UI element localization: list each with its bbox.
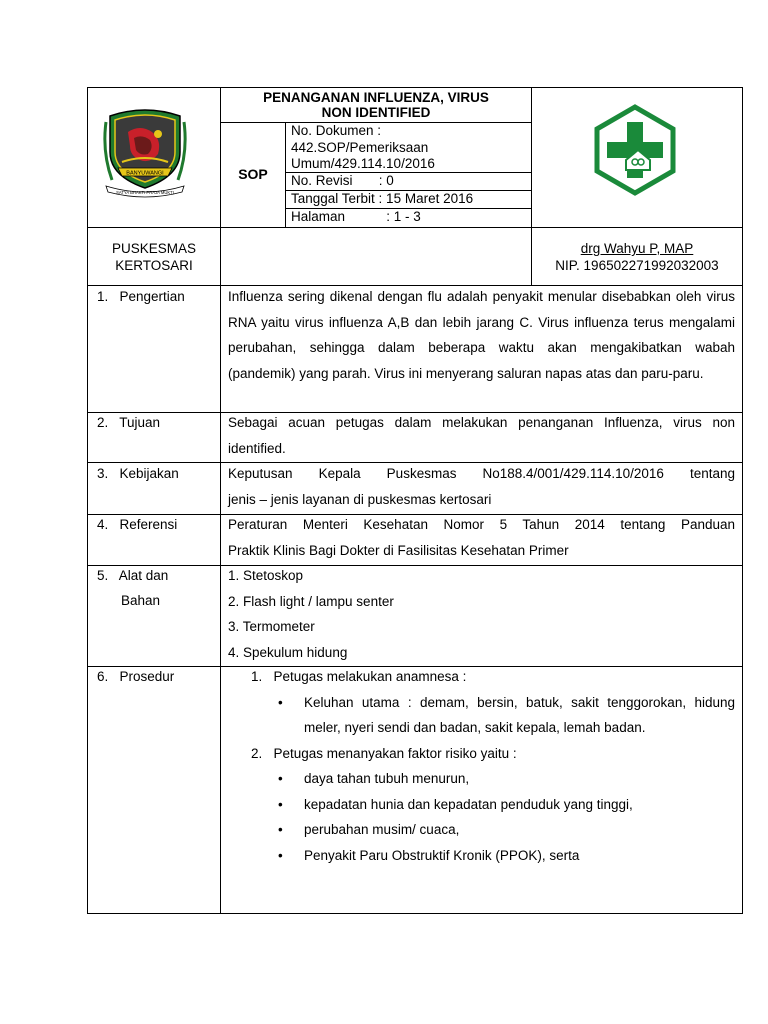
- alat-label-line2: Bahan: [121, 593, 161, 608]
- document-title: [221, 90, 531, 120]
- doc-number-label: No. Dokumen :: [291, 123, 382, 138]
- section-label-kebijakan: 3. Kebijakan: [97, 466, 179, 481]
- bullet-icon: •: [278, 822, 283, 837]
- doc-number: [286, 123, 531, 173]
- document-title-line2: NON IDENTIFIED: [321, 105, 431, 120]
- revision-number: No. Revisi : 0: [291, 173, 394, 188]
- section-label-alat: [97, 563, 219, 613]
- referensi-line2: Praktik Klinis Bagi Dokter di Fasilisitas Kesehatan Primer: [228, 542, 569, 558]
- procedure-step-2-bullet: kepadatan hunia dan kepadatan penduduk yang tinggi,: [304, 796, 633, 812]
- facility-name: [88, 240, 220, 274]
- list-item: 1. Stetoskop: [228, 568, 304, 583]
- facility-line1: PUSKESMAS: [111, 241, 197, 256]
- referensi-line1: Peraturan Menteri Kesehatan Nomor 5 Tahun 2014 tentang Panduan: [228, 517, 735, 532]
- procedure-step-1: 1. Petugas melakukan anamnesa :: [251, 669, 467, 684]
- bullet-icon: •: [278, 847, 283, 863]
- section-text-pengertian: Influenza sering dikenal dengan flu adalah penyakit menular disebabkan oleh virus RNA yaitu virus influenza A,B dan lebih jarang C. Virus influenza terus mengalami perubahan, sehingga dalam beberapa waktu akan mengakibatkan wabah (pandemik) yang parah. Virus ini menyerang saluran napas atas dan paru-paru.: [228, 289, 735, 381]
- procedure-step-2-bullet: daya tahan tubuh menurun,: [304, 771, 470, 786]
- svg-text:BANYUWANGI: BANYUWANGI: [126, 170, 164, 177]
- section-label-prosedur: 6. Prosedur: [97, 669, 175, 684]
- kebijakan-line2: jenis – jenis layanan di puskesmas kertosari: [228, 491, 492, 507]
- signer-nip: NIP. 196502271992032003: [555, 258, 719, 273]
- section-label-pengertian: 1. Pengertian: [97, 289, 185, 304]
- section-list-alat: [228, 563, 735, 665]
- puskesmas-logo: [592, 104, 678, 196]
- section-label-tujuan: 2. Tujuan: [97, 415, 161, 430]
- issue-date: Tanggal Terbit : 15 Maret 2016: [291, 191, 474, 206]
- procedure-step-2: 2. Petugas menanyakan faktor risiko yaitu :: [251, 745, 517, 761]
- section-list-prosedur: [228, 664, 735, 868]
- signer-name: drg Wahyu P, MAP: [580, 241, 694, 256]
- facility-line2: KERTOSARI: [115, 258, 193, 273]
- list-item: [228, 766, 735, 792]
- bullet-icon: •: [278, 796, 283, 812]
- list-item: 3. Termometer: [228, 619, 315, 634]
- doc-number-value1: 442.SOP/Pemeriksaan: [291, 139, 429, 155]
- bullet-icon: •: [278, 771, 283, 786]
- list-item: 4. Spekulum hidung: [228, 644, 348, 660]
- section-text-kebijakan: [228, 461, 735, 512]
- procedure-step-2-bullet: perubahan musim/ cuaca,: [304, 822, 460, 837]
- document-title-line1: PENANGANAN INFLUENZA, VIRUS: [263, 90, 489, 105]
- alat-label-line1: 5. Alat dan: [97, 568, 169, 583]
- kebijakan-line1: Keputusan Kepala Puskesmas No188.4/001/429.114.10/2016 tentang: [228, 466, 735, 481]
- sop-label: SOP: [238, 166, 268, 182]
- doc-number-value2: Umum/429.114.10/2016: [291, 156, 435, 171]
- procedure-step-1-bullet: Keluhan utama : demam, bersin, batuk, sakit tenggorokan, hidung meler, nyeri sendi dan badan, sakit kepala, lemah badan.: [304, 694, 735, 735]
- list-item: [228, 843, 735, 869]
- list-item: [228, 792, 735, 818]
- list-item: 2. Flash light / lampu senter: [228, 593, 394, 609]
- section-text-tujuan: Sebagai acuan petugas dalam melakukan penanganan Influenza, virus non identified.: [228, 415, 735, 456]
- list-item: [228, 690, 735, 741]
- bullet-icon: •: [278, 694, 283, 710]
- section-label-referensi: 4. Referensi: [97, 517, 178, 532]
- signature-block: [532, 240, 742, 274]
- page-count: Halaman : 1 - 3: [291, 209, 421, 224]
- procedure-step-2-bullet: Penyakit Paru Obstruktif Kronik (PPOK), serta: [304, 847, 580, 863]
- section-text-referensi: [228, 512, 735, 563]
- regency-emblem-logo: [100, 102, 190, 202]
- list-item: [228, 817, 735, 843]
- svg-text:SATYA BHAKTI PRAJA MUKTI: SATYA BHAKTI PRAJA MUKTI: [116, 190, 174, 195]
